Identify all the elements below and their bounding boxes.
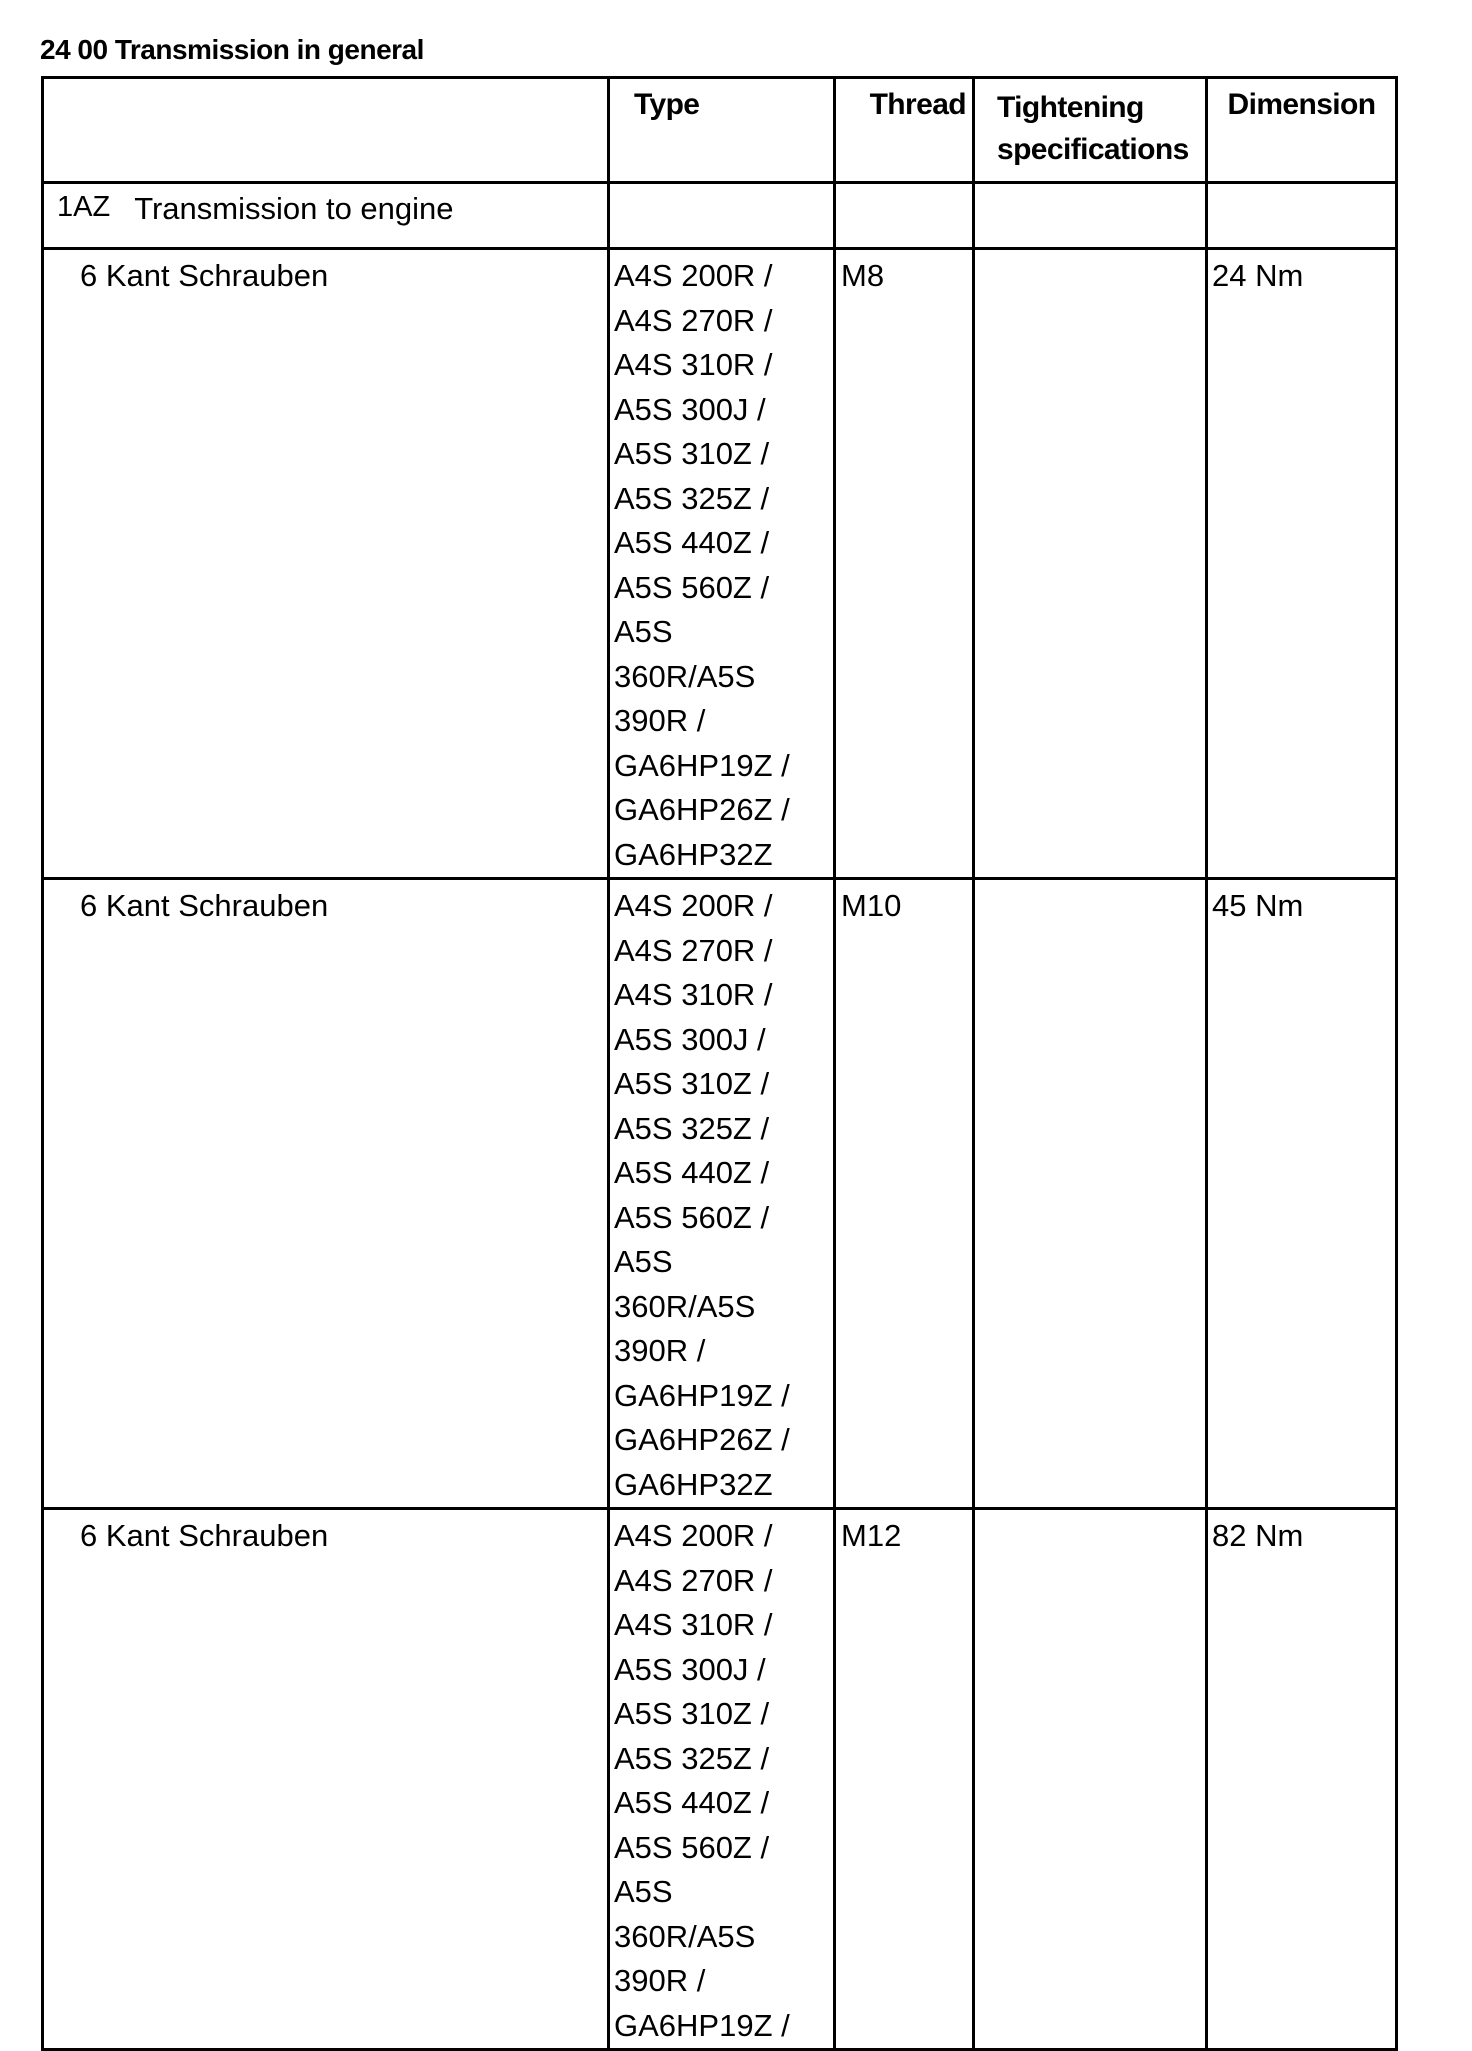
- row-thread: M12: [835, 1509, 974, 2050]
- header-tightening-line2: specifications: [997, 133, 1189, 166]
- group-empty-type: [609, 183, 835, 249]
- header-tightening: [974, 78, 1207, 183]
- type-line: A4S 200R /: [614, 888, 773, 923]
- row-thread: M8: [835, 249, 974, 879]
- type-line: A5S 310Z /: [614, 436, 770, 471]
- type-line: A5S 325Z /: [614, 1110, 770, 1146]
- type-line: GA6HP26Z /: [614, 1422, 790, 1457]
- type-line: 360R/A5S: [614, 1918, 756, 1954]
- type-line: A5S 300J /: [614, 1651, 766, 1687]
- table-row: [43, 879, 1397, 1509]
- type-line: A5S 440Z /: [614, 1155, 770, 1190]
- type-line: A5S 560Z /: [614, 1829, 770, 1865]
- type-line: A5S 440Z /: [614, 525, 770, 560]
- row-tightening: [974, 249, 1207, 879]
- type-line: A5S: [614, 1874, 673, 1909]
- row-description: 6 Kant Schrauben: [43, 249, 609, 879]
- row-thread: M10: [835, 879, 974, 1509]
- type-line: GA6HP19Z /: [614, 2007, 790, 2043]
- type-line: A4S 310R /: [614, 977, 773, 1012]
- group-cell: [43, 183, 609, 249]
- row-dimension: 82 Nm: [1207, 1509, 1397, 2050]
- type-line: 360R/A5S: [614, 658, 756, 694]
- type-line: A4S 310R /: [614, 347, 773, 382]
- type-line: GA6HP32Z: [614, 1466, 773, 1502]
- type-line: A5S 325Z /: [614, 480, 770, 516]
- type-line: A5S: [614, 614, 673, 649]
- row-type: [609, 249, 835, 879]
- group-label: Transmission to engine: [134, 191, 454, 226]
- row-dimension: 45 Nm: [1207, 879, 1397, 1509]
- type-line: A5S 310Z /: [614, 1696, 770, 1731]
- header-dimension: Dimension: [1207, 78, 1397, 183]
- table-row: [43, 1509, 1397, 2050]
- row-tightening: [974, 879, 1207, 1509]
- group-empty-tightening: [974, 183, 1207, 249]
- torque-spec-table: [41, 76, 1398, 2051]
- table-header-row: [43, 78, 1397, 183]
- type-line: A4S 270R /: [614, 302, 773, 338]
- group-empty-thread: [835, 183, 974, 249]
- type-line: A4S 270R /: [614, 1562, 773, 1598]
- group-row: [43, 183, 1397, 249]
- group-code: 1AZ: [57, 191, 111, 223]
- type-line: 360R/A5S: [614, 1288, 756, 1324]
- row-tightening: [974, 1509, 1207, 2050]
- type-line: GA6HP19Z /: [614, 1377, 790, 1413]
- type-line: A5S 560Z /: [614, 569, 770, 605]
- type-line: GA6HP26Z /: [614, 792, 790, 827]
- type-line: A4S 200R /: [614, 1518, 773, 1553]
- header-thread: Thread: [835, 78, 974, 183]
- type-line: 390R /: [614, 1963, 706, 1998]
- row-dimension: 24 Nm: [1207, 249, 1397, 879]
- type-line: A5S 440Z /: [614, 1785, 770, 1820]
- type-line: GA6HP32Z: [614, 836, 773, 872]
- type-line: A4S 310R /: [614, 1607, 773, 1642]
- type-line: A5S 560Z /: [614, 1199, 770, 1235]
- type-line: A5S 310Z /: [614, 1066, 770, 1101]
- type-line: A4S 270R /: [614, 932, 773, 968]
- group-empty-dimension: [1207, 183, 1397, 249]
- header-type: Type: [609, 78, 835, 183]
- type-line: A5S 300J /: [614, 1021, 766, 1057]
- row-description: 6 Kant Schrauben: [43, 879, 609, 1509]
- row-description: 6 Kant Schrauben: [43, 1509, 609, 2050]
- type-line: A5S 300J /: [614, 391, 766, 427]
- type-line: GA6HP19Z /: [614, 747, 790, 783]
- type-line: 390R /: [614, 703, 706, 738]
- type-line: A4S 200R /: [614, 258, 773, 293]
- type-line: 390R /: [614, 1333, 706, 1368]
- row-type: [609, 879, 835, 1509]
- table-row: [43, 249, 1397, 879]
- type-line: A5S 325Z /: [614, 1740, 770, 1776]
- header-description: [43, 78, 609, 183]
- type-line: A5S: [614, 1244, 673, 1279]
- page-title: 24 00 Transmission in general: [40, 34, 424, 65]
- row-type: [609, 1509, 835, 2050]
- header-tightening-line1: Tightening: [997, 91, 1144, 124]
